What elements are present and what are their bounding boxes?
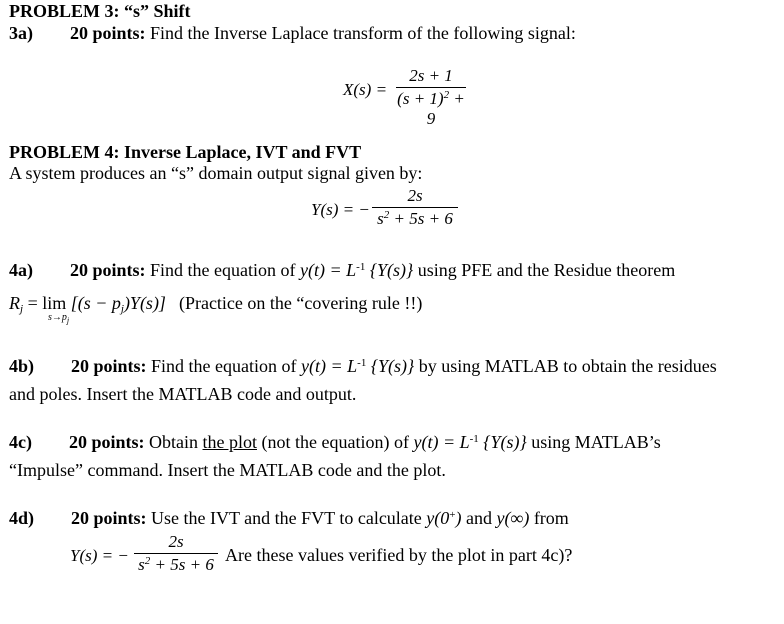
y-s-fraction [372,186,458,229]
problem-4a-line1: 4a) 20 points: Find the equation of $y(t) = L^{-1}$ {Y(s)} using PFE and the Residue theorem [9,260,676,280]
problem-3a-points: 20 points: [70,23,146,43]
y-s-denominator-4d: $s^2 + 5s + 6$ [138,555,214,574]
problem-4a-points: 20 points: [70,260,146,280]
problem-4-title: PROBLEM 4: Inverse Laplace, IVT and FVT [9,142,362,162]
problem-4d-label: 4d) [9,508,35,528]
x-s-lhs: X(s) = [343,80,388,99]
lim-subscript: $s\to p_j$ [48,312,70,325]
problem-4c-line2: “Impulse” command. Insert the MATLAB code and the plot. [9,460,446,480]
x-s-denominator: $(s + 1)^2 + 9$ [397,89,465,128]
y-s-fraction-4d [134,532,218,575]
problem-4d-question: Are these values verified by the plot in part 4c)? [225,545,573,565]
problem-3-title: PROBLEM 3: “s” Shift [9,1,191,21]
x-s-fraction [396,66,466,129]
y-s-numerator: 2s [407,186,423,205]
problem-4b-label: 4b) [9,356,35,376]
underlined-the-plot: the plot [202,432,257,452]
problem-4c-points: 20 points: [68,432,145,452]
problem-4b-points: 20 points: [71,356,147,376]
problem-3a-label: 3a) [9,23,33,43]
problem-4a-residue-formula: $R_j = \lim [(s - p_j)Y(s)]$ (Practice on the “covering rule !!) [9,293,423,315]
problem-4c-line1: 4c) 20 points: Obtain the plot (not the equation) of $y(t) = L^{-1}$ {Y(s)} using MATLAB’s [9,432,661,452]
x-s-numerator: 2s + 1 [409,66,453,85]
problem-4a-label: 4a) [9,260,33,280]
y-s-lhs-4d: Y(s) = − [70,546,129,565]
y-s-lhs: Y(s) = − [311,200,370,219]
problem-3a-text: Find the Inverse Laplace transform of the following signal: [150,23,576,43]
problem-4d-line1: 4d) 20 points: Use the IVT and the FVT to calculate y(0+) and y(∞) from [9,508,569,528]
problem-4-intro: A system produces an “s” domain output signal given by: [9,163,423,183]
y-s-denominator: $s^2 + 5s + 6$ [377,209,453,228]
problem-4b-line2: and poles. Insert the MATLAB code and output. [9,384,357,404]
problem-4d-points: 20 points: [71,508,147,528]
residue-note: (Practice on the “covering rule !!) [178,293,423,313]
y-s-numerator-4d: 2s [168,532,184,551]
problem-4c-label: 4c) [9,432,32,452]
problem-3a [9,23,576,43]
problem-4b-line1: 4b) 20 points: Find the equation of $y(t) = L^{-1}$ {Y(s)} by using MATLAB to obtain the residues [9,356,717,376]
